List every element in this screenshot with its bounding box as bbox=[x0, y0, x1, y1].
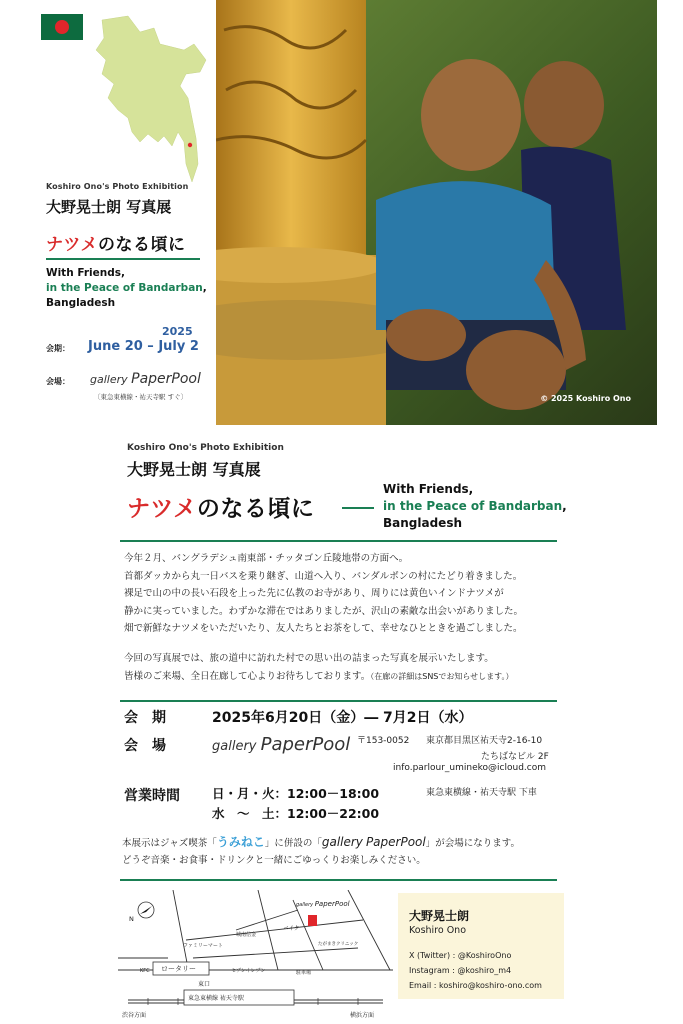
svg-text:ロータリー: ロータリー bbox=[161, 965, 196, 973]
svg-text:駐車場: 駐車場 bbox=[296, 970, 312, 976]
english-title-line1: With Friends, bbox=[46, 267, 125, 279]
artist-name: 大野晃士朗 写真展 bbox=[46, 198, 172, 216]
invitation-paragraph: 今回の写真展では、旅の道中に訪れた村での思い出の詰まった写真を展示いたします。 皆様のご来場、全日在廊して心よりお待ちしております。（在廊の詳細はSNSでお知らせします。） bbox=[124, 653, 514, 682]
address: 東京都目黒区祐天寺2-16-10 bbox=[426, 736, 543, 746]
building: たちばなビル 2F bbox=[481, 752, 549, 762]
english-title bbox=[46, 266, 207, 311]
contact-card bbox=[398, 893, 564, 999]
title-rest: のなる頃に bbox=[98, 235, 186, 255]
left-info-panel bbox=[0, 0, 216, 425]
svg-text:gallery PaperPool: gallery PaperPool bbox=[296, 900, 350, 908]
venue-access: 〔東急東横線・祐天寺駅 すぐ〕 bbox=[94, 393, 188, 401]
exhibition-label-bottom: Koshiro Ono's Photo Exhibition bbox=[127, 443, 284, 453]
station-access: 東急東横線・祐天寺駅 下車 bbox=[426, 788, 537, 798]
period-value: 2025年6月20日（金）― 7月2日（水） bbox=[212, 710, 473, 726]
venue-label: 会場： bbox=[46, 377, 70, 386]
year: 2025 bbox=[162, 325, 193, 338]
contact-name-jp: 大野晃士朗 bbox=[409, 909, 470, 923]
svg-text:KFC: KFC bbox=[140, 968, 150, 974]
english-title-bottom: With Friends, in the Peace of Bandarban, Bangladesh bbox=[383, 482, 567, 530]
title-red-part: ナツメ bbox=[46, 235, 98, 255]
title-dash bbox=[342, 507, 374, 509]
hours-label: 営業時間 bbox=[124, 788, 180, 804]
top-poster bbox=[0, 0, 683, 425]
gallery-location-marker bbox=[308, 915, 317, 926]
svg-text:東急東横線 祐天寺駅: 東急東横線 祐天寺駅 bbox=[188, 995, 244, 1002]
svg-text:渋谷方面: 渋谷方面 bbox=[122, 1012, 147, 1019]
exhibition-title-bottom: ナツメのなる頃に bbox=[127, 496, 315, 522]
bangladesh-map-icon bbox=[88, 14, 210, 184]
svg-text:たがまきクリニック: たがまきクリニック bbox=[318, 942, 359, 947]
svg-text:ファミリーマート: ファミリーマート bbox=[183, 943, 223, 949]
period-dates: June 20 – July 2 bbox=[88, 339, 199, 354]
english-title-line2: in the Peace of Bandarban, bbox=[46, 282, 207, 294]
postal-code: 〒153-0052 bbox=[357, 736, 410, 746]
contact-twitter[interactable]: X (Twitter) : @KoshiroOno bbox=[409, 951, 512, 960]
contact-instagram[interactable]: Instagram : @koshiro_m4 bbox=[409, 966, 512, 975]
bandarban-marker-icon bbox=[188, 143, 192, 147]
divider bbox=[46, 258, 200, 260]
english-title-line3: Bangladesh bbox=[46, 297, 116, 309]
divider bbox=[120, 879, 557, 881]
venue-label-bottom: 会 場 bbox=[124, 738, 166, 754]
hours-weekend: 水 〜 土：12:00－22:00 bbox=[212, 806, 380, 821]
svg-text:バイク: バイク bbox=[283, 926, 300, 932]
artist-name-bottom: 大野晃士朗 写真展 bbox=[127, 460, 261, 479]
contact-name-en: Koshiro Ono bbox=[409, 925, 467, 936]
divider bbox=[120, 540, 557, 542]
gallery-logo: gallery PaperPool bbox=[90, 371, 201, 387]
period-label: 会期： bbox=[46, 344, 70, 353]
venue-email[interactable]: info.parlour_umineko@icloud.com bbox=[393, 763, 546, 773]
bangladesh-flag-icon bbox=[41, 14, 83, 40]
contact-email[interactable]: Email : koshiro@koshiro-ono.com bbox=[409, 981, 542, 990]
svg-text:東口: 東口 bbox=[198, 981, 211, 988]
divider bbox=[120, 700, 557, 702]
svg-text:N: N bbox=[129, 915, 134, 923]
cafe-logo: うみねこ bbox=[216, 835, 265, 849]
svg-text:城南信金: 城南信金 bbox=[236, 932, 257, 938]
gallery-logo-bottom: gallery PaperPool bbox=[212, 734, 351, 755]
access-map bbox=[118, 890, 393, 1020]
period-label-bottom: 会 期 bbox=[124, 710, 166, 726]
photo-copyright: © 2025 Koshiro Ono bbox=[540, 394, 631, 403]
intro-paragraph: 今年２月、バングラデシュ南東部・チッタゴン丘陵地帯の方面へ。 首都ダッカから丸一日バスを乗り継ぎ、山道へ入り、バンダルボンの村にたどり着きました。 裸足で山の中の長い石段を上った先に仏教のお寺があり、周りには黄色いインドナツメが 静かに実っていました。わずかな滞在ではありましたが、沢山の素敵な出会いがありました。 畑で新鮮なナツメをいただいたり、友人たちとお茶をして、幸せなひとときを過ごしました。 bbox=[124, 553, 524, 634]
hours-weekday: 日・月・火：12:00－18:00 bbox=[212, 786, 380, 801]
venue-note: 本展示はジャズ喫茶「うみねこ」に併設の「gallery PaperPool」が会場になります。 どうぞ音楽・お食事・ドリンクと一緒にごゆっくりお楽しみください。 bbox=[122, 835, 520, 866]
svg-text:横浜方面: 横浜方面 bbox=[350, 1012, 375, 1019]
svg-text:セブンイレブン: セブンイレブン bbox=[231, 968, 266, 974]
exhibition-label: Koshiro Ono's Photo Exhibition bbox=[46, 182, 189, 191]
hero-photo bbox=[216, 0, 657, 425]
exhibition-title bbox=[46, 230, 186, 255]
